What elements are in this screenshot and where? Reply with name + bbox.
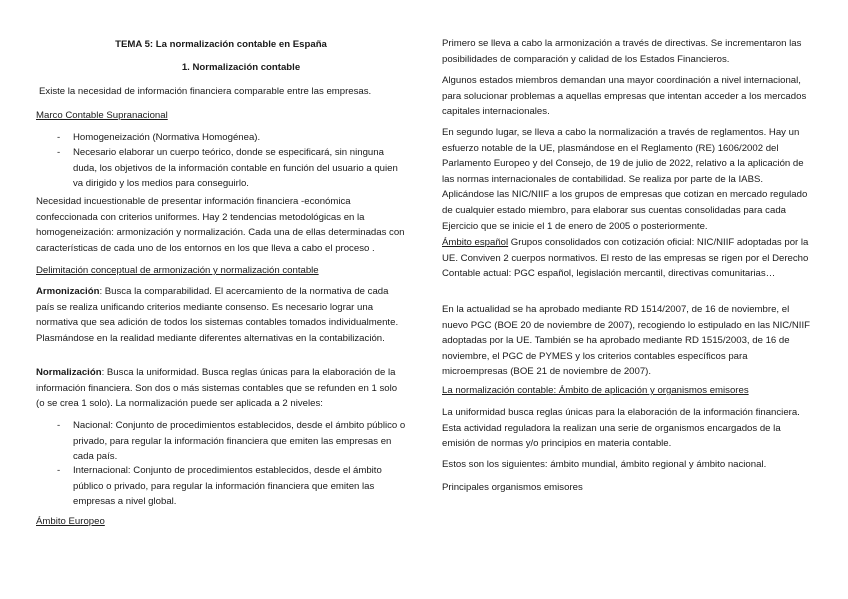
nivel-text: Nacional: Conjunto de procedimientos establecidos, desde el ámbito público o privado, para regular la información financiera que emiten las empresas en cada país. xyxy=(73,420,406,463)
ambito-espanol-paragraph xyxy=(442,235,814,282)
armonizacion-text: : Busca la comparabilidad. El acercamiento de la normativa de cada país se realiza unificando criterios mediante consenso. Es necesario lograr una normativa que sea adición de todos los sistemas contables tomados individualmente. Plasmándose en la realidad mediante diferentes alternativas en la contabilización. xyxy=(36,286,399,344)
delimitacion-heading: Delimitación conceptual de armonización y normalización contable xyxy=(36,265,319,276)
ambito-espanol-text: Grupos consolidados con cotización oficial: NIC/NIIF adoptadas por la UE. Conviven 2 cuerpos normativos. El resto de las empresas se rigen por el Derecho Contable actual: PGC español, legislación mercantil, directivas comunitarias… xyxy=(442,237,809,280)
marco-bullet-text: Necesario elaborar un cuerpo teórico, donde se especificará, sin ninguna duda, los objetivos de la información contable en función del usuario a quien va dirigido y los medios para conseguirlo. xyxy=(73,147,398,190)
necesidad-paragraph: Necesidad incuestionable de presentar información financiera -económica confeccionada con criterios uniformes. Hay 2 tendencias metodológicas en la homogeneización: armonización y normalización. Cada una de ellas determinadas con características de cada uno de los entornos en los que lleva a cabo el proceso . xyxy=(36,196,405,254)
nivel-internacional-item xyxy=(36,463,406,510)
section-title: 1. Normalización contable xyxy=(181,62,301,73)
normalizacion-paragraph xyxy=(36,365,406,412)
normalizacion-text: : Busca la uniformidad. Busca reglas únicas para la elaboración de la información financiera. Son dos o más sistemas contables que se refunden en 1 solo (o se crea 1 solo). La normalización puede ser aplicada a 2 niveles: xyxy=(36,367,398,410)
dash-marker: - xyxy=(57,132,61,143)
marco-heading: Marco Contable Supranacional xyxy=(36,110,168,121)
ambito-espanol-heading: Ámbito español xyxy=(442,237,509,248)
ambito-aplicacion-heading: La normalización contable: Ámbito de aplicación y organismos emisores xyxy=(442,385,749,396)
intro-paragraph: Existe la necesidad de información financiera comparable entre las empresas. xyxy=(39,86,372,97)
nivel-text: Internacional: Conjunto de procedimientos establecidos, desde el ámbito público o privado, para regular la información financiera que emiten las empresas a nivel global. xyxy=(73,465,382,508)
dash-marker: - xyxy=(57,147,61,158)
dash-marker: - xyxy=(57,420,61,431)
marco-bullet-text: Homogeneización (Normativa Homogénea). xyxy=(73,132,261,143)
marco-bullet-1 xyxy=(36,130,406,146)
document-title: TEMA 5: La normalización contable en España xyxy=(115,39,327,50)
pgc-paragraph: En la actualidad se ha aprobado mediante RD 1514/2007, de 16 de noviembre, el nuevo PGC (BOE 20 de noviembre de 2007), recogiendo lo estipulado en las NIC/NIIF adoptadas por la UE. También se ha aprobado mediante RD 1515/2003, de 16 de noviembre, el PGC de PYMES y los criterios contables específicos para microempresas (BOE 21 de noviembre de 2007). xyxy=(442,304,810,378)
dash-marker: - xyxy=(57,465,61,476)
coordinacion-paragraph: Algunos estados miembros demandan una mayor coordinación a nivel internacional, para solucionar problemas a aquellas empresas que intentan acceder a los mercados capitales internacionales. xyxy=(442,75,807,118)
armonizacion-directivas-paragraph: Primero se lleva a cabo la armonización a través de directivas. Se incrementaron las posibilidades de comparación y calidad de los Estados Financieros. xyxy=(442,38,802,65)
uniformidad-paragraph: La uniformidad busca reglas únicas para la elaboración de la información financiera. Esta actividad reguladora la realizan una serie de organismos encargados de la emisión de normas y/o principios en materia contable. xyxy=(442,407,800,450)
nivel-nacional-item xyxy=(36,418,406,465)
organismos-heading: Principales organismos emisores xyxy=(442,482,583,493)
armonizacion-term: Armonización xyxy=(36,286,100,297)
armonizacion-paragraph xyxy=(36,284,406,346)
normalizacion-term: Normalización xyxy=(36,367,102,378)
ambito-europeo-heading: Ámbito Europeo xyxy=(36,516,105,527)
ambitos-paragraph: Estos son los siguientes: ámbito mundial, ámbito regional y ámbito nacional. xyxy=(442,459,767,470)
marco-bullet-2 xyxy=(36,145,406,192)
reglamentos-paragraph: En segundo lugar, se lleva a cabo la normalización a través de reglamentos. Hay un esfuerzo notable de la UE, plasmándose en el Reglamento (RE) 1606/2002 del Parlamento Europeo y del Consejo, de 19 de julio de 2022, relativo a la aplicación de las normas internacionales de contabilidad. Se realiza por parte de la IABS. Aplicándose las NIC/NIIF a los grupos de empresas que cotizan en mercado regulado de cualquier estado miembro, para elaborar sus cuentas consolidadas para cada Ejercicio que se inicie el 1 de enero de 2005 o posteriormente. xyxy=(442,127,808,232)
